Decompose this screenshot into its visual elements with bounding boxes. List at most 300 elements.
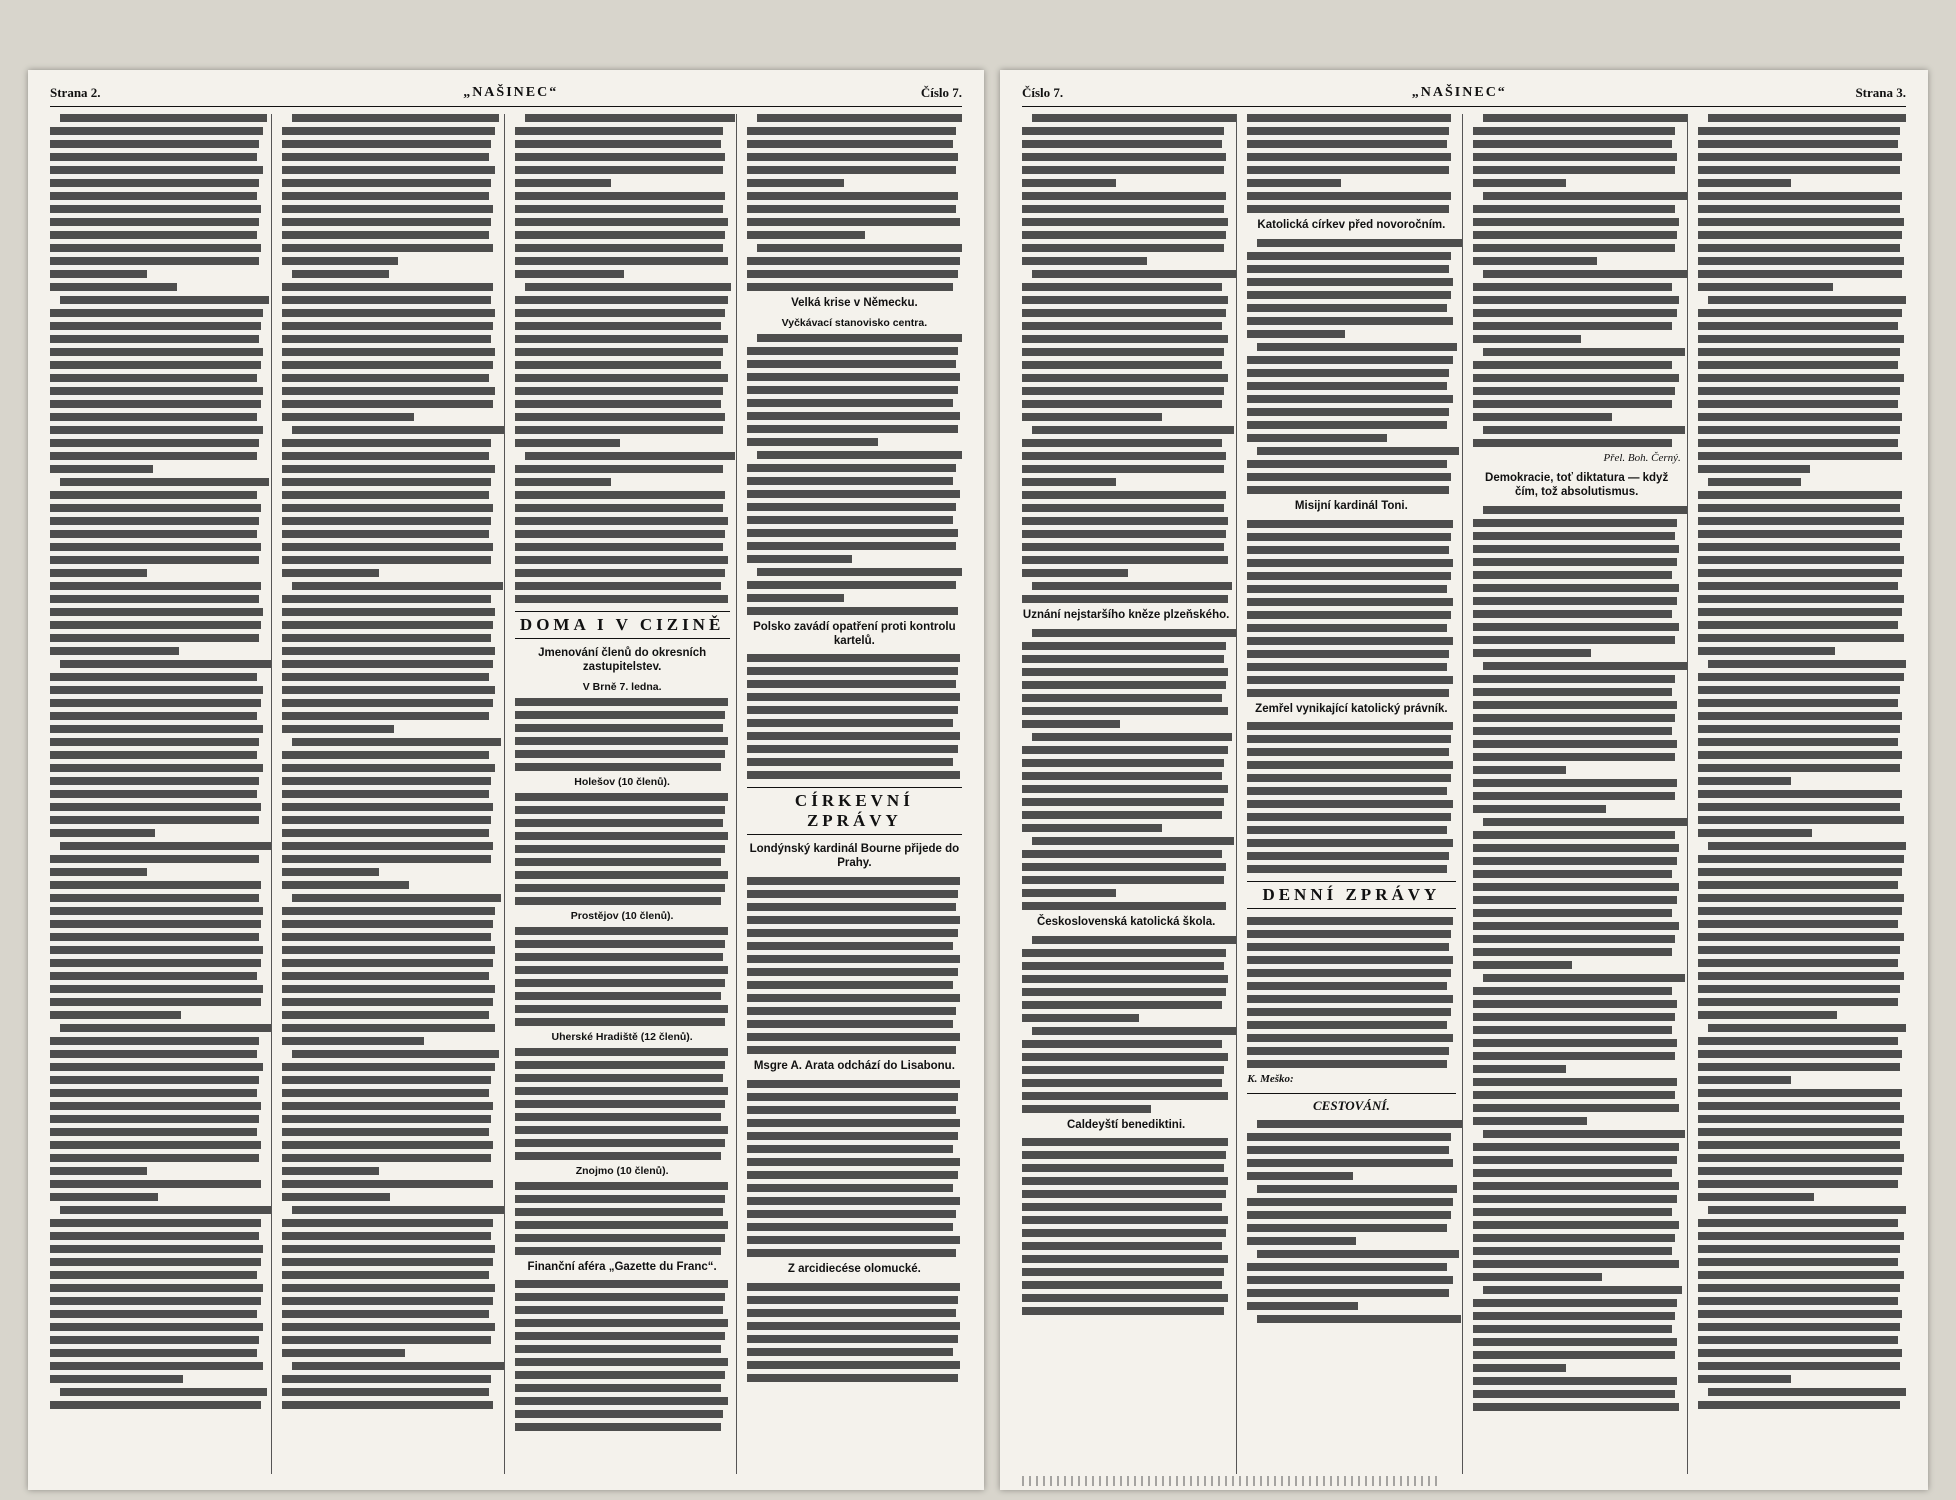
text-line bbox=[50, 647, 179, 655]
text-line bbox=[515, 845, 726, 853]
text-line bbox=[1698, 179, 1792, 187]
district-heading: Uherské Hradiště (12 členů). bbox=[551, 1030, 693, 1043]
text-line bbox=[50, 1375, 183, 1383]
text-line bbox=[50, 933, 259, 941]
text-line bbox=[747, 464, 956, 472]
text-line bbox=[1473, 831, 1675, 839]
text-line bbox=[1698, 1063, 1900, 1071]
text-line bbox=[1698, 790, 1902, 798]
text-line bbox=[1698, 1167, 1902, 1175]
right-page-columns bbox=[1022, 114, 1906, 1474]
text-line bbox=[515, 1005, 728, 1013]
text-line bbox=[1022, 1138, 1228, 1146]
text-line bbox=[282, 140, 491, 148]
header-rule bbox=[50, 106, 962, 107]
text-line bbox=[515, 763, 722, 771]
text-line bbox=[747, 257, 960, 265]
text-line bbox=[282, 673, 489, 681]
text-line bbox=[282, 543, 493, 551]
text-line bbox=[1473, 127, 1675, 135]
text-line bbox=[282, 1024, 495, 1032]
section-heading-church: CÍRKEVNÍ ZPRÁVY bbox=[747, 787, 962, 835]
text-line bbox=[1473, 896, 1677, 904]
text-line bbox=[515, 832, 728, 840]
text-line bbox=[1473, 1338, 1677, 1346]
text-line bbox=[50, 985, 263, 993]
text-line bbox=[1473, 701, 1677, 709]
text-line bbox=[1698, 764, 1900, 772]
text-line bbox=[1022, 400, 1222, 408]
text-line bbox=[1473, 1351, 1675, 1359]
text-line bbox=[1032, 837, 1234, 845]
column-1 bbox=[50, 114, 272, 1474]
column-3 bbox=[1473, 114, 1688, 1474]
text-line bbox=[282, 595, 491, 603]
text-line bbox=[50, 725, 263, 733]
article-heading: Londýnský kardinál Bourne přijede do Prahy. bbox=[749, 843, 960, 870]
text-line bbox=[1022, 465, 1224, 473]
text-line bbox=[1247, 265, 1449, 273]
text-line bbox=[50, 309, 263, 317]
text-line bbox=[282, 335, 491, 343]
text-line bbox=[1473, 1078, 1677, 1086]
section-heading-doma: DOMA I V CIZINĚ bbox=[515, 611, 730, 639]
text-line bbox=[1698, 426, 1900, 434]
text-line bbox=[50, 881, 261, 889]
text-line bbox=[1022, 218, 1228, 226]
text-line bbox=[515, 1152, 722, 1160]
text-line bbox=[1247, 520, 1453, 528]
left-page bbox=[28, 70, 984, 1490]
text-line bbox=[515, 992, 722, 1000]
text-line bbox=[515, 192, 726, 200]
text-line bbox=[515, 724, 724, 732]
text-line bbox=[1698, 1297, 1898, 1305]
text-line bbox=[1473, 766, 1567, 774]
column-4 bbox=[747, 114, 962, 1474]
text-line bbox=[1247, 421, 1447, 429]
text-line bbox=[282, 452, 489, 460]
column-3 bbox=[515, 114, 737, 1474]
text-line bbox=[1257, 1185, 1457, 1193]
text-line bbox=[1247, 317, 1453, 325]
text-line bbox=[282, 881, 409, 889]
right-page bbox=[1000, 70, 1928, 1490]
text-line bbox=[1698, 1180, 1898, 1188]
text-line bbox=[515, 1293, 726, 1301]
text-line bbox=[747, 192, 958, 200]
text-line bbox=[515, 179, 612, 187]
text-line bbox=[747, 745, 958, 753]
text-line bbox=[1473, 1156, 1677, 1164]
text-line bbox=[1698, 257, 1904, 265]
text-line bbox=[1473, 1091, 1675, 1099]
text-line bbox=[1473, 727, 1673, 735]
text-line bbox=[1032, 1027, 1236, 1035]
text-line bbox=[1473, 1273, 1602, 1281]
text-line bbox=[1698, 1076, 1792, 1084]
text-line bbox=[282, 218, 491, 226]
text-line bbox=[1473, 244, 1675, 252]
text-line bbox=[1473, 610, 1673, 618]
text-line bbox=[50, 1310, 257, 1318]
text-line bbox=[1247, 663, 1447, 671]
text-line bbox=[1483, 662, 1688, 670]
text-line bbox=[282, 387, 495, 395]
text-line bbox=[1473, 296, 1679, 304]
text-line bbox=[282, 946, 495, 954]
text-line bbox=[1698, 1362, 1900, 1370]
text-line bbox=[1247, 1289, 1449, 1297]
text-line bbox=[1247, 1237, 1355, 1245]
text-line bbox=[1698, 1245, 1900, 1253]
text-line bbox=[515, 1061, 726, 1069]
text-line bbox=[1247, 1263, 1447, 1271]
text-line bbox=[282, 686, 495, 694]
text-line bbox=[1698, 907, 1902, 915]
text-line bbox=[282, 257, 398, 265]
text-line bbox=[1698, 1154, 1904, 1162]
text-line bbox=[747, 1374, 958, 1382]
text-line bbox=[1022, 231, 1226, 239]
text-line bbox=[1022, 1177, 1228, 1185]
column-4 bbox=[1698, 114, 1906, 1474]
translator-signature: Přel. Boh. Černý. bbox=[1603, 452, 1681, 464]
text-line bbox=[282, 1128, 489, 1136]
text-line bbox=[1708, 114, 1906, 122]
text-line bbox=[50, 127, 263, 135]
text-line bbox=[1698, 335, 1904, 343]
text-line bbox=[1698, 1115, 1904, 1123]
text-line bbox=[747, 981, 954, 989]
text-line bbox=[747, 412, 960, 420]
text-line bbox=[1247, 369, 1449, 377]
text-line bbox=[1473, 439, 1673, 447]
text-line bbox=[1247, 650, 1449, 658]
text-line bbox=[747, 1184, 954, 1192]
text-line bbox=[1022, 205, 1224, 213]
text-line bbox=[747, 283, 954, 291]
text-line bbox=[50, 1284, 263, 1292]
text-line bbox=[282, 569, 379, 577]
text-line bbox=[1698, 803, 1900, 811]
text-line bbox=[1022, 374, 1228, 382]
text-line bbox=[1022, 876, 1224, 884]
text-line bbox=[50, 1128, 257, 1136]
text-line bbox=[1247, 956, 1453, 964]
text-line bbox=[1698, 205, 1900, 213]
text-line bbox=[50, 790, 257, 798]
text-line bbox=[50, 270, 147, 278]
text-line bbox=[1247, 813, 1451, 821]
text-line bbox=[747, 516, 954, 524]
text-line bbox=[1698, 439, 1898, 447]
text-line bbox=[1247, 585, 1447, 593]
text-line bbox=[1698, 465, 1810, 473]
text-line bbox=[1473, 987, 1673, 995]
text-line bbox=[1698, 543, 1900, 551]
text-line bbox=[747, 270, 958, 278]
text-line bbox=[1022, 785, 1228, 793]
text-line bbox=[1247, 826, 1447, 834]
text-line bbox=[747, 1093, 958, 1101]
text-line bbox=[282, 1284, 495, 1292]
text-line bbox=[282, 816, 491, 824]
text-line bbox=[1473, 545, 1679, 553]
text-line bbox=[1022, 1203, 1222, 1211]
text-line bbox=[282, 1141, 493, 1149]
text-line bbox=[50, 452, 257, 460]
text-line bbox=[1022, 1281, 1222, 1289]
text-line bbox=[515, 1087, 728, 1095]
text-line bbox=[1483, 270, 1687, 278]
text-line bbox=[1022, 1092, 1228, 1100]
text-line bbox=[1473, 714, 1675, 722]
text-line bbox=[1483, 506, 1688, 514]
text-line bbox=[50, 153, 257, 161]
text-line bbox=[1247, 278, 1453, 286]
text-line bbox=[747, 529, 958, 537]
text-line bbox=[1247, 486, 1449, 494]
text-line bbox=[515, 1345, 722, 1353]
text-line bbox=[282, 1245, 495, 1253]
article-heading: Misijní kardinál Toni. bbox=[1294, 499, 1408, 512]
text-line bbox=[1473, 179, 1567, 187]
text-line bbox=[1473, 374, 1679, 382]
text-line bbox=[50, 530, 257, 538]
text-line bbox=[1698, 868, 1902, 876]
text-line bbox=[1698, 751, 1902, 759]
text-line bbox=[1473, 922, 1679, 930]
text-line bbox=[1247, 982, 1447, 990]
article-heading: Katolická církev před novoročním. bbox=[1257, 219, 1446, 231]
text-line bbox=[747, 1020, 954, 1028]
text-line bbox=[1022, 127, 1224, 135]
text-line bbox=[1247, 559, 1453, 567]
text-line bbox=[1473, 935, 1675, 943]
text-line bbox=[515, 387, 724, 395]
text-line bbox=[515, 1195, 726, 1203]
text-line bbox=[282, 491, 489, 499]
text-line bbox=[282, 1297, 493, 1305]
text-line bbox=[282, 1219, 493, 1227]
text-line bbox=[747, 399, 954, 407]
text-line bbox=[1708, 842, 1906, 850]
text-line bbox=[60, 478, 269, 486]
text-line bbox=[50, 946, 263, 954]
text-line bbox=[747, 581, 956, 589]
text-line bbox=[1473, 779, 1677, 787]
text-line bbox=[1022, 1229, 1226, 1237]
text-line bbox=[282, 556, 491, 564]
text-line bbox=[747, 542, 956, 550]
text-line bbox=[1022, 309, 1226, 317]
text-line bbox=[1483, 114, 1687, 122]
text-line bbox=[515, 1384, 722, 1392]
text-line bbox=[1247, 917, 1453, 925]
text-line bbox=[1483, 974, 1685, 982]
text-line bbox=[747, 1335, 958, 1343]
text-line bbox=[757, 334, 962, 342]
text-line bbox=[1698, 309, 1902, 317]
district-heading: Holešov (10 členů). bbox=[574, 775, 670, 788]
text-line bbox=[1698, 699, 1898, 707]
text-line bbox=[50, 1401, 261, 1409]
text-line bbox=[1698, 855, 1904, 863]
text-line bbox=[1022, 975, 1228, 983]
text-line bbox=[1022, 595, 1228, 603]
text-line bbox=[1032, 114, 1236, 122]
text-line bbox=[1473, 870, 1673, 878]
text-line bbox=[515, 374, 728, 382]
text-line bbox=[515, 556, 728, 564]
text-line bbox=[747, 1132, 958, 1140]
text-line bbox=[282, 1102, 493, 1110]
text-line bbox=[1698, 569, 1902, 577]
text-line bbox=[1708, 296, 1906, 304]
text-line bbox=[50, 595, 259, 603]
text-line bbox=[282, 777, 491, 785]
text-line bbox=[515, 413, 726, 421]
header-rule bbox=[1022, 106, 1906, 107]
text-line bbox=[1247, 304, 1447, 312]
text-line bbox=[1473, 688, 1673, 696]
text-line bbox=[50, 192, 257, 200]
text-line bbox=[1032, 426, 1234, 434]
text-line bbox=[747, 179, 844, 187]
text-line bbox=[747, 1106, 956, 1114]
text-line bbox=[747, 771, 960, 779]
text-line bbox=[1473, 883, 1679, 891]
text-line bbox=[1022, 283, 1222, 291]
text-line bbox=[50, 868, 147, 876]
text-line bbox=[1022, 824, 1162, 832]
text-line bbox=[1698, 400, 1898, 408]
text-line bbox=[1473, 1195, 1677, 1203]
text-line bbox=[1247, 1276, 1453, 1284]
text-line bbox=[1473, 857, 1677, 865]
text-line bbox=[282, 933, 491, 941]
text-line bbox=[747, 994, 960, 1002]
text-line bbox=[50, 998, 261, 1006]
text-line bbox=[1473, 231, 1677, 239]
text-line bbox=[1698, 985, 1900, 993]
text-line bbox=[747, 654, 960, 662]
text-line bbox=[515, 153, 726, 161]
text-line bbox=[1698, 127, 1900, 135]
text-line bbox=[515, 504, 724, 512]
text-line bbox=[1022, 192, 1226, 200]
text-line bbox=[515, 270, 625, 278]
text-line bbox=[50, 907, 263, 915]
text-line bbox=[1473, 1065, 1567, 1073]
text-line bbox=[1247, 408, 1449, 416]
text-line bbox=[1473, 1260, 1679, 1268]
page-number: Strana 3. bbox=[1855, 85, 1906, 100]
text-line bbox=[282, 998, 493, 1006]
text-line bbox=[747, 218, 960, 226]
text-line bbox=[515, 218, 728, 226]
text-line bbox=[292, 270, 389, 278]
text-line bbox=[282, 972, 489, 980]
text-line bbox=[282, 959, 493, 967]
text-line bbox=[1247, 943, 1449, 951]
text-line bbox=[747, 942, 954, 950]
text-line bbox=[515, 491, 726, 499]
text-line bbox=[282, 1011, 489, 1019]
text-line bbox=[1698, 1089, 1902, 1097]
text-line bbox=[1247, 969, 1451, 977]
text-line bbox=[50, 894, 259, 902]
text-line bbox=[50, 569, 147, 577]
text-line bbox=[515, 1319, 728, 1327]
text-line bbox=[282, 634, 491, 642]
text-line bbox=[1473, 387, 1675, 395]
text-line bbox=[747, 1033, 960, 1041]
text-line bbox=[1473, 335, 1581, 343]
text-line bbox=[1022, 244, 1224, 252]
text-line bbox=[1022, 504, 1224, 512]
text-line bbox=[1473, 1000, 1677, 1008]
text-line bbox=[1473, 1247, 1673, 1255]
text-line bbox=[1247, 995, 1453, 1003]
text-line bbox=[50, 1102, 261, 1110]
text-line bbox=[282, 1076, 491, 1084]
text-line bbox=[282, 647, 495, 655]
text-line bbox=[1022, 694, 1222, 702]
text-line bbox=[1022, 889, 1116, 897]
text-line bbox=[1022, 1001, 1222, 1009]
text-line bbox=[1032, 629, 1237, 637]
text-line bbox=[60, 114, 267, 122]
text-line bbox=[50, 1362, 263, 1370]
text-line bbox=[1022, 850, 1222, 858]
text-line bbox=[50, 634, 259, 642]
text-line bbox=[1022, 746, 1228, 754]
text-line bbox=[1473, 1208, 1673, 1216]
text-line bbox=[50, 959, 261, 967]
text-line bbox=[747, 1007, 956, 1015]
text-line bbox=[282, 751, 489, 759]
text-line bbox=[282, 296, 491, 304]
text-line bbox=[1698, 972, 1904, 980]
text-line bbox=[1247, 1047, 1449, 1055]
text-line bbox=[1698, 270, 1902, 278]
text-line bbox=[60, 660, 271, 668]
text-line bbox=[1698, 556, 1904, 564]
text-line bbox=[1022, 1040, 1222, 1048]
text-line bbox=[50, 972, 257, 980]
text-line bbox=[50, 413, 257, 421]
text-line bbox=[1257, 1315, 1461, 1323]
issue-number: Číslo 7. bbox=[920, 85, 962, 100]
text-line bbox=[1247, 473, 1451, 481]
text-line bbox=[747, 1348, 954, 1356]
text-line bbox=[747, 1223, 954, 1231]
text-line bbox=[1473, 1013, 1675, 1021]
text-line bbox=[1473, 1182, 1679, 1190]
text-line bbox=[1473, 1039, 1677, 1047]
text-line bbox=[515, 737, 728, 745]
text-line bbox=[1257, 343, 1457, 351]
text-line bbox=[1247, 852, 1449, 860]
text-line bbox=[747, 1080, 960, 1088]
article-heading: Finanční aféra „Gazette du Franc“. bbox=[527, 1260, 717, 1273]
text-line bbox=[515, 966, 728, 974]
text-line bbox=[747, 140, 954, 148]
text-line bbox=[1247, 1211, 1451, 1219]
text-line bbox=[515, 1306, 724, 1314]
